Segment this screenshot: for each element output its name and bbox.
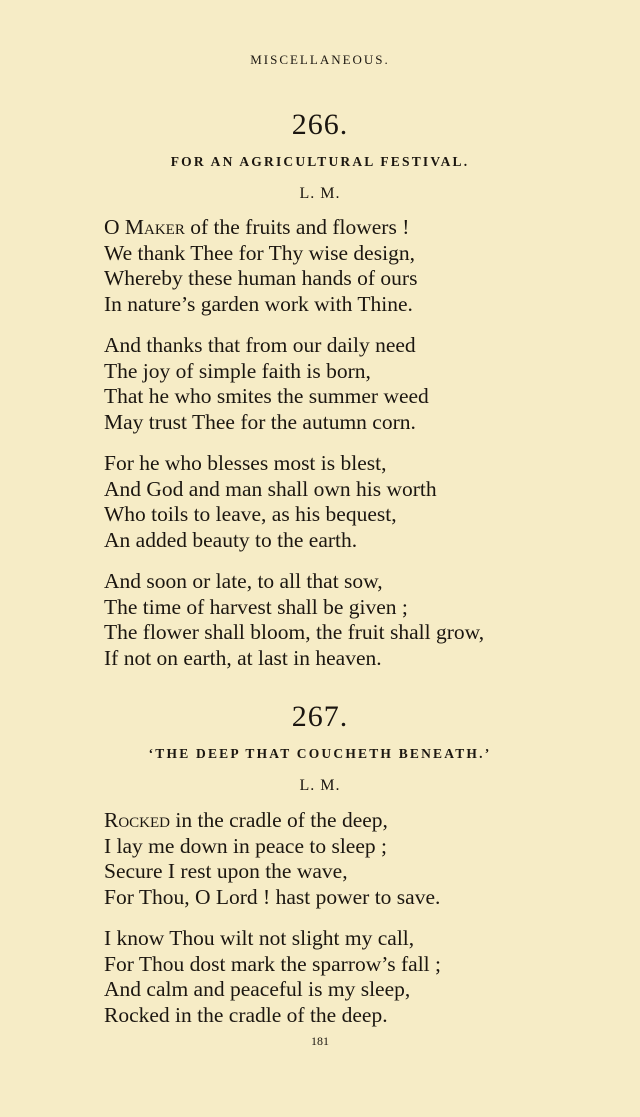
verse-line: Who toils to leave, as his bequest, bbox=[104, 502, 397, 526]
verse-line: May trust Thee for the autumn corn. bbox=[104, 409, 416, 434]
verse-line: And calm and peaceful is my sleep, bbox=[104, 977, 411, 1001]
stanza bbox=[104, 926, 441, 1028]
first-word-small-caps: O Maker bbox=[104, 215, 185, 239]
hymn-meter: L. M. bbox=[299, 777, 341, 794]
verse-line: Whereby these human hands of ours bbox=[104, 266, 418, 290]
verse-line: And thanks that from our daily need bbox=[104, 333, 416, 357]
verse-line: Secure I rest upon the wave, bbox=[104, 859, 348, 883]
page-number: 181 bbox=[311, 1034, 329, 1048]
verse-line: That he who smites the summer weed bbox=[104, 384, 429, 408]
verse-line bbox=[104, 215, 417, 241]
hymn-title: FOR AN AGRICULTURAL FESTIVAL. bbox=[170, 154, 470, 169]
stanza bbox=[104, 451, 437, 553]
verse-line: We thank Thee for Thy wise design, bbox=[104, 240, 415, 265]
verse-line: The flower shall bloom, the fruit shall grow, bbox=[104, 620, 485, 644]
verse-line: For Thou dost mark the sparrow’s fall ; bbox=[104, 951, 441, 976]
first-line-rest: in the cradle of the deep, bbox=[170, 808, 388, 832]
verse-line: In nature’s garden work with Thine. bbox=[104, 291, 413, 316]
hymn-number: 266. bbox=[291, 108, 349, 141]
verse-line: And God and man shall own his worth bbox=[104, 476, 437, 501]
verse-line: If not on earth, at last in heaven. bbox=[104, 645, 382, 670]
first-word-small-caps: Rocked bbox=[104, 808, 171, 832]
running-head: MISCELLANEOUS. bbox=[250, 52, 390, 67]
verse-line: For Thou, O Lord ! hast power to save. bbox=[104, 884, 441, 909]
verse-line: The time of harvest shall be given ; bbox=[104, 594, 408, 619]
hymn-title: ‘THE DEEP THAT COUCHETH BENEATH.’ bbox=[148, 746, 492, 761]
verse-line bbox=[104, 808, 440, 834]
verse-line: And soon or late, to all that sow, bbox=[104, 569, 383, 593]
hymn-meter: L. M. bbox=[299, 185, 341, 202]
verse-line: The joy of simple faith is born, bbox=[104, 358, 371, 383]
stanza bbox=[104, 808, 440, 910]
verse-line: Rocked in the cradle of the deep. bbox=[104, 1002, 388, 1027]
stanza bbox=[104, 333, 429, 435]
hymn-number: 267. bbox=[291, 700, 349, 733]
verse-line: For he who blesses most is blest, bbox=[104, 451, 387, 475]
verse-line: I know Thou wilt not slight my call, bbox=[104, 926, 415, 950]
verse-line: An added beauty to the earth. bbox=[104, 527, 358, 552]
first-line-rest: of the fruits and flowers ! bbox=[184, 215, 410, 239]
verse-line: I lay me down in peace to sleep ; bbox=[104, 833, 387, 858]
stanza bbox=[104, 215, 417, 317]
stanza bbox=[104, 569, 484, 671]
